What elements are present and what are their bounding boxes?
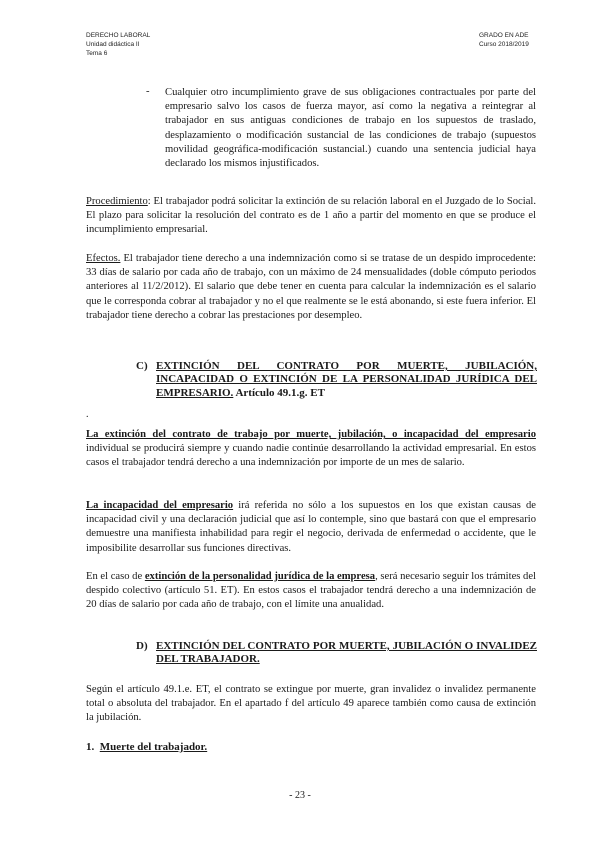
section-c-label: C) xyxy=(136,360,148,372)
item-1-heading xyxy=(86,741,207,753)
section-c-title-wrap xyxy=(156,360,537,400)
para-c2-text: irá referida no sólo a los supuestos en los que existan causas de incapacidad civil y una declaración judicial que así lo contemple, sino que bastará con que el empresario demuestre una manifiesta inhabilidad para regir el negocio, derivada de enfermedad o accidente, que le imposibilite desarrollar sus funciones directivas. xyxy=(86,500,536,554)
section-c-title: EXTINCIÓN DEL CONTRATO POR MUERTE, JUBILACIÓN, INCAPACIDAD O EXTINCIÓN DE LA PERSONALIDAD JURÍDICA DEL EMPRESARIO. xyxy=(156,360,537,399)
para-c2-bold: La incapacidad del empresario xyxy=(86,500,234,511)
stray-dot: . xyxy=(86,409,89,420)
efectos-label: Efectos. xyxy=(86,253,121,264)
para-c3-pre: En el caso de xyxy=(86,571,145,582)
header-topic: Tema 6 xyxy=(86,50,108,57)
para-c1-bold: La extinción del contrato de trabajo por muerte, jubilación, o incapacidad del empresario xyxy=(86,429,536,440)
header-unit: Unidad didáctica II xyxy=(86,41,140,48)
running-header-left xyxy=(86,31,150,58)
paragraph-d1: Según el artículo 49.1.e. ET, el contrato se extingue por muerte, gran invalidez o invalidez permanente total o absoluta del trabajador. En el apartado f del artículo 49 aparece también como causa de extinción la jubilación. xyxy=(86,684,536,724)
running-header-right xyxy=(479,31,529,49)
paragraph-c3 xyxy=(86,570,536,613)
header-degree: GRADO EN ADE xyxy=(479,32,529,39)
para-c1-text: individual se producirá siempre y cuando nadie continúe desarrollando la actividad empresarial. En estos casos el trabajador tendrá derecho a una indemnización por importe de un mes de salario. xyxy=(86,443,536,469)
bullet-text: Cualquier otro incumplimiento grave de sus obligaciones contractuales por parte del empresario salvo los casos de fuerza mayor, así como la negativa a reintegrar al trabajador en sus antiguas condiciones de trabajo en los supuestos de traslado, desplazamiento o modificación sustancial de las condiciones de trabajo (supuestos movilidad geográfica-modificación sustancial.) cuando una sentencia judicial haya declarado los mismos injustificados. xyxy=(165,87,536,170)
para-c3-bold: extinción de la personalidad jurídica de la empresa xyxy=(144,571,376,582)
header-course: Curso 2018/2019 xyxy=(479,41,529,48)
bullet-marker: - xyxy=(146,86,150,97)
section-d-title: EXTINCIÓN DEL CONTRATO POR MUERTE, JUBILACIÓN O INVALIDEZ DEL TRABAJADOR. xyxy=(156,640,537,666)
page-number: - 23 - xyxy=(289,790,311,801)
paragraph-c2 xyxy=(86,499,536,556)
procedimiento-paragraph xyxy=(86,195,536,238)
paragraph-c1 xyxy=(86,428,536,471)
section-d-label: D) xyxy=(136,640,148,652)
para-c3-text: , será necesario seguir los trámites del despido colectivo (artículo 51. ET). En estos casos el trabajador tendrá derecho a una indemnización de 20 días de salario por cada año de trabajo, con el límite una anualidad. xyxy=(86,571,536,611)
procedimiento-label: Procedimiento xyxy=(86,196,148,207)
procedimiento-text: : El trabajador podrá solicitar la extinción de su relación laboral en el Juzgado de lo Social. El plazo para solicitar la resolución del contrato es de 1 año a partir del momento en que se produce el incumplimiento empresarial. xyxy=(86,196,536,236)
item-1-number: 1. xyxy=(86,741,95,753)
efectos-paragraph xyxy=(86,252,536,323)
efectos-text: El trabajador tiene derecho a una indemnización como si se tratase de un despido improcedente: 33 días de salario por cada año de trabajo, con un máximo de 24 mensualidades (doble cómputo periodos anteriores al 11/2/2012). El salario que debe tener en cuenta para calcular la indemnización es el salario que le corresponda cobrar al trabajador y no el que realmente se le está abonando, si este fuera inferior. El trabajador tiene derecho a cobrar las prestaciones por desempleo. xyxy=(86,253,536,321)
header-subject: DERECHO LABORAL xyxy=(86,32,151,39)
section-d-title-wrap xyxy=(156,640,537,667)
item-1-title: Muerte del trabajador. xyxy=(99,741,208,753)
section-c-ref: Artículo 49.1.g. ET xyxy=(233,386,325,399)
